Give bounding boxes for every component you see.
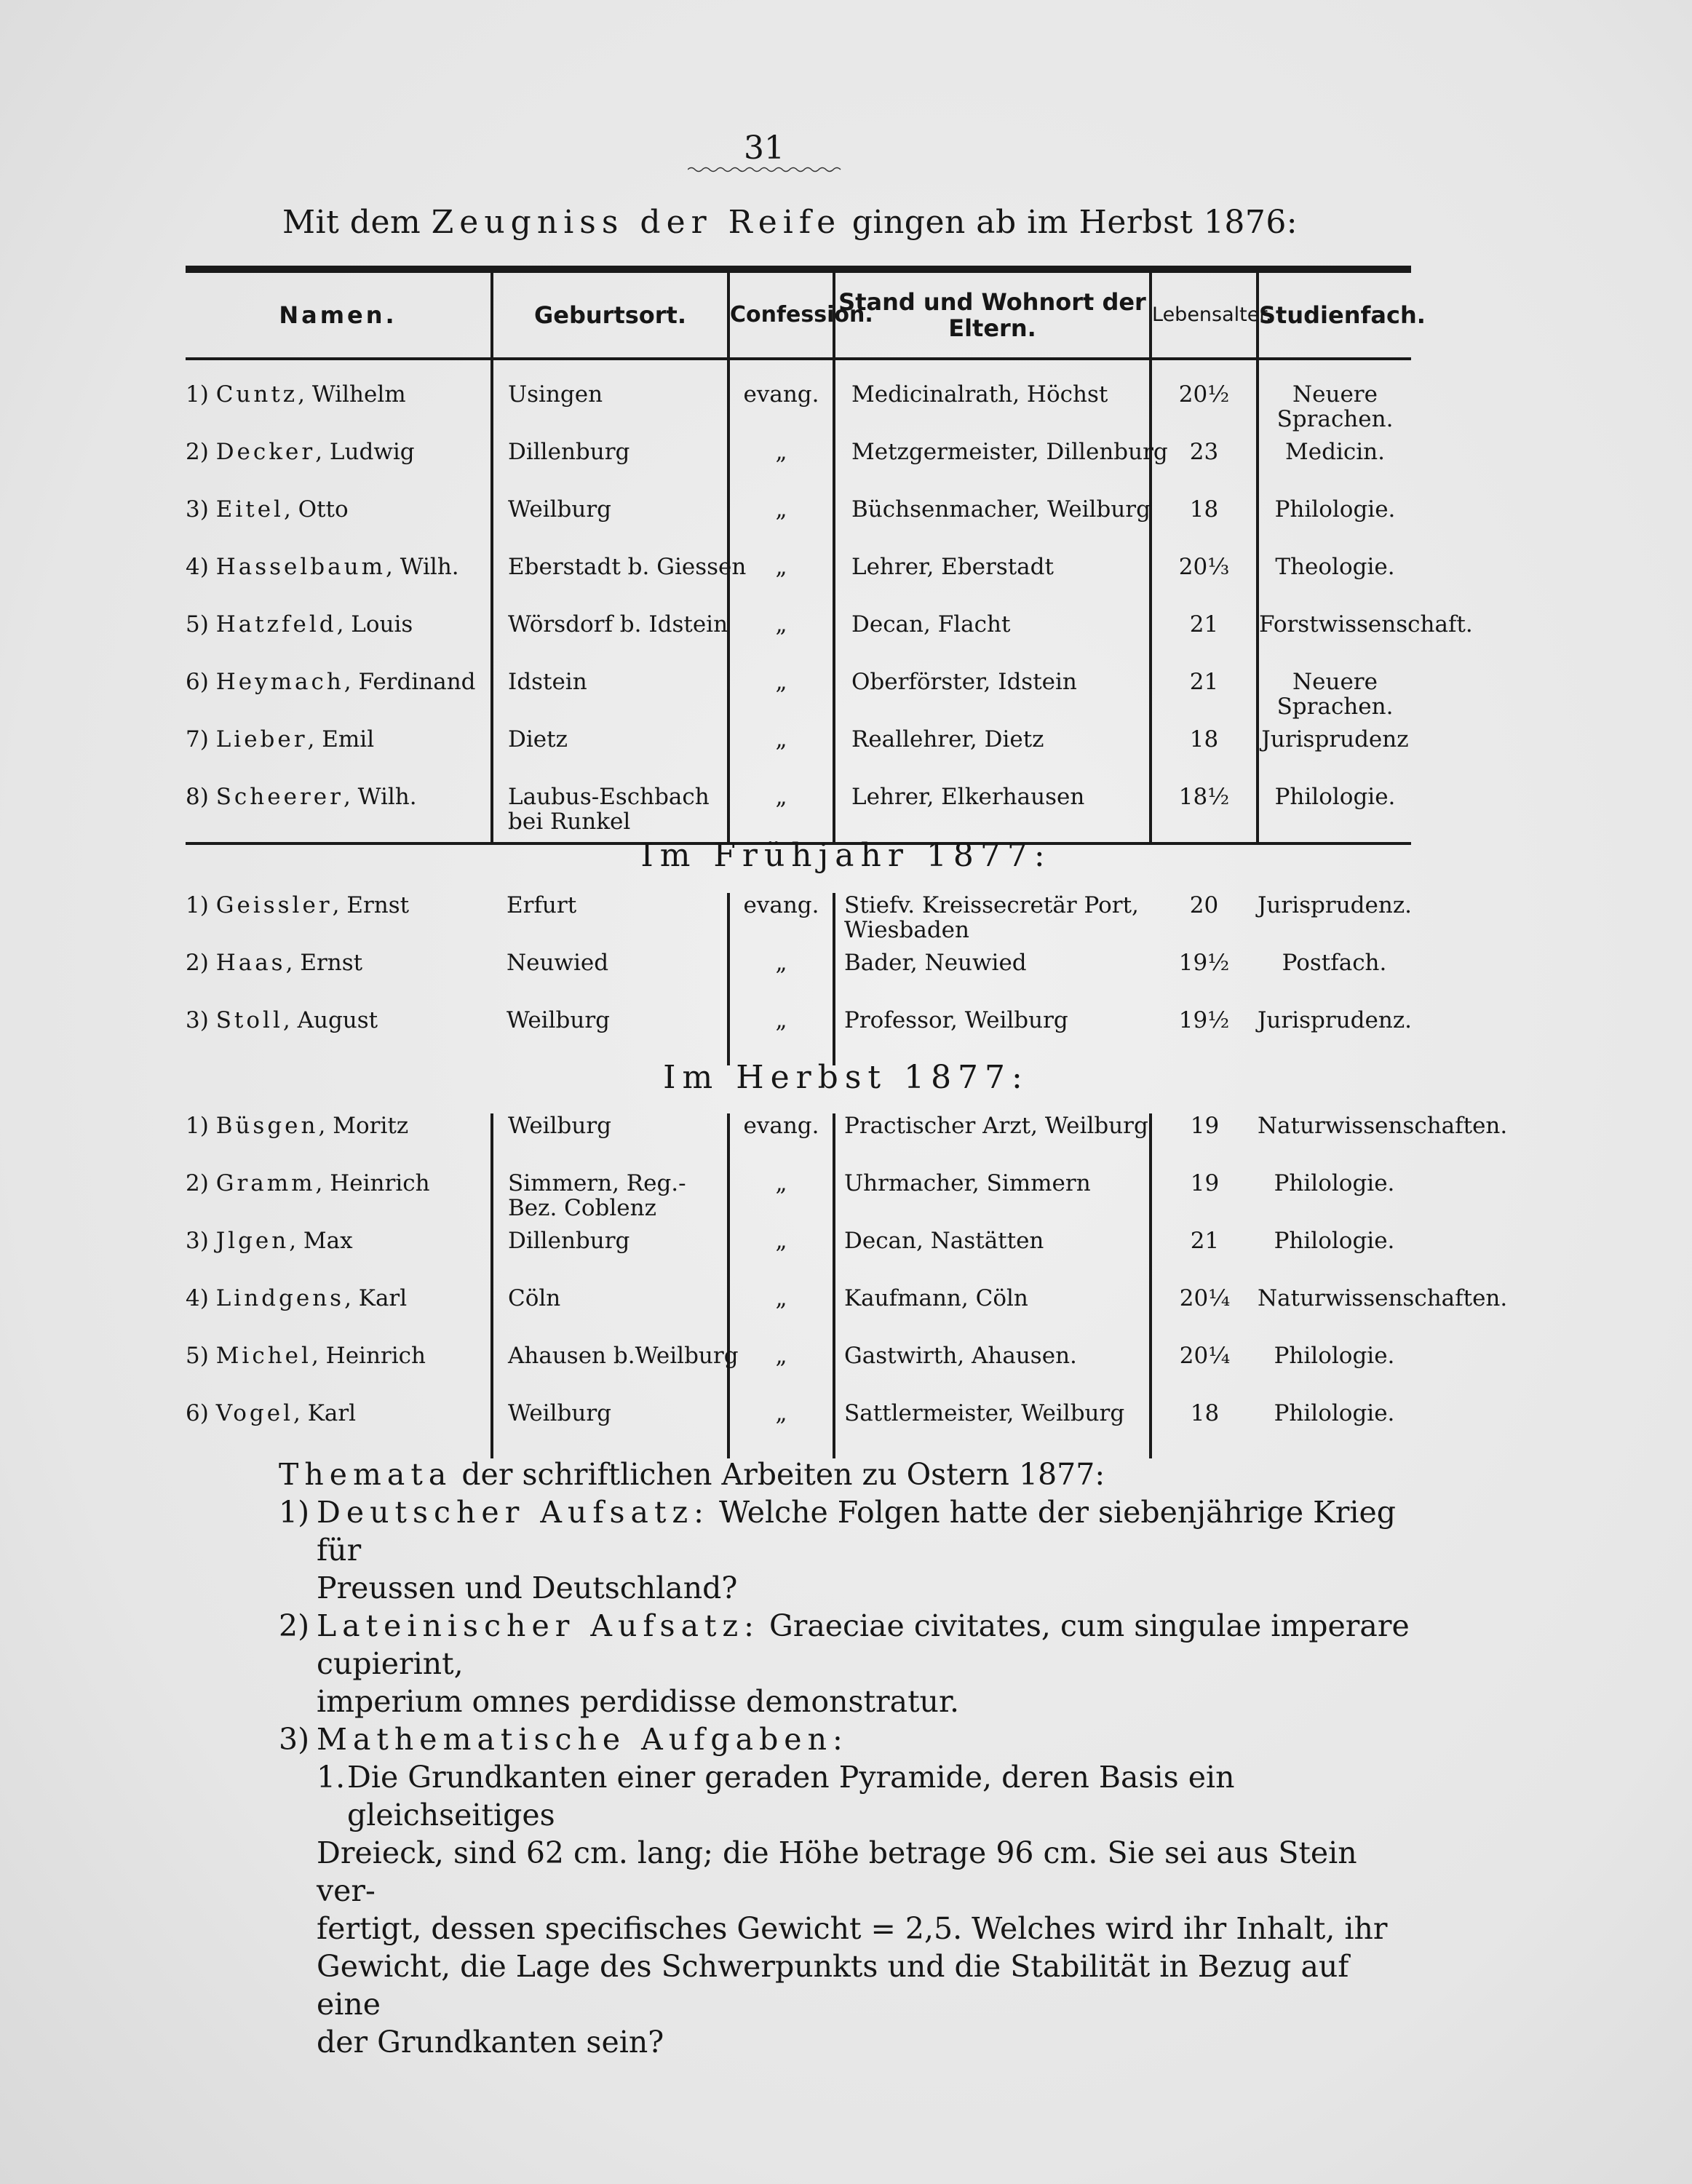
heading-prefix: Mit dem [282, 204, 421, 241]
birthplace: Dillenburg [492, 440, 728, 497]
student-name: 1) Büsgen, Moritz [186, 1113, 409, 1139]
exam-topics-title: Themata der schriftlichen Arbeiten zu Ostern 1877: [279, 1457, 1105, 1492]
birthplace: Wörsdorf b. Idstein [492, 612, 728, 670]
study-subject: Neuere Sprachen. [1258, 670, 1411, 727]
table-row [186, 785, 1411, 843]
table-row [186, 1343, 1411, 1401]
study-subject: Theologie. [1258, 555, 1411, 612]
parents: Lehrer, Elkerhausen [834, 785, 1151, 843]
confession: „ [728, 555, 834, 612]
exam-topic-latin: 2) Lateinischer Aufsatz: Graeciae civitates, cum singulae imperare cupierint, imperium omnes perdidisse demonstratur. [279, 1608, 1410, 1719]
parents: Medicinalrath, Höchst [834, 359, 1151, 440]
table-row [186, 612, 1411, 670]
parents: Practischer Arzt, Weilburg [834, 1113, 1151, 1171]
col-header-confession: Confession. [728, 269, 834, 359]
study-subject: Neuere Sprachen. [1258, 359, 1411, 440]
table-row [186, 359, 1411, 440]
study-subject: Philologie. [1274, 1228, 1395, 1254]
parents: Sattlermeister, Weilburg [834, 1401, 1151, 1458]
confession: „ [728, 1343, 834, 1401]
col-header-parents: Stand und Wohnort der Eltern. [834, 269, 1151, 359]
study-subject: Naturwissenschaften. [1258, 1113, 1508, 1139]
age: 18½ [1151, 785, 1258, 843]
page-number: 31 [744, 130, 785, 167]
parents: Decan, Nastätten [834, 1228, 1151, 1286]
confession: „ [728, 1008, 834, 1065]
col-header-name: Namen. [279, 301, 397, 329]
age: 19 [1151, 1171, 1258, 1228]
age: 20¼ [1151, 1343, 1258, 1401]
age: 21 [1151, 670, 1258, 727]
student-name: 5) Michel, Heinrich [186, 1343, 426, 1369]
study-subject: Naturwissenschaften. [1258, 1285, 1508, 1311]
birthplace: Dietz [492, 727, 728, 785]
graduates-table-herbst-1877 [186, 1113, 1508, 1458]
table-row [186, 1401, 1411, 1458]
table-row [186, 1286, 1411, 1343]
parents: Kaufmann, Cöln [834, 1286, 1151, 1343]
study-subject: Jurisprudenz [1258, 727, 1411, 785]
study-subject: Philologie. [1274, 1343, 1395, 1369]
age: 20⅓ [1151, 555, 1258, 612]
col-header-study: Studienfach. [1258, 269, 1411, 359]
student-name: 1) Geissler, Ernst [186, 892, 410, 918]
age: 19 [1151, 1113, 1258, 1171]
confession: „ [728, 1401, 834, 1458]
study-subject: Postfach. [1282, 950, 1387, 976]
age: 18 [1151, 727, 1258, 785]
student-name: 3) Eitel, Otto [186, 496, 349, 523]
section-heading [282, 204, 1298, 241]
age: 18 [1151, 497, 1258, 555]
age: 20½ [1151, 359, 1258, 440]
table-row [186, 1113, 1411, 1171]
age: 21 [1151, 1228, 1258, 1286]
birthplace: Laubus-Eschbach bei Runkel [492, 785, 728, 843]
table-row [186, 1171, 1411, 1228]
parents: Metzgermeister, Dillenburg [834, 440, 1151, 497]
study-subject: Forstwissenschaft. [1258, 612, 1411, 670]
birthplace: Dillenburg [492, 1228, 728, 1286]
age: 23 [1151, 440, 1258, 497]
confession: „ [728, 1286, 834, 1343]
confession: evang. [728, 1113, 834, 1171]
confession: „ [728, 785, 834, 843]
age: 20 [1189, 892, 1219, 918]
parents: Stiefv. Kreissecretär Port, Wiesbaden [834, 893, 1151, 950]
study-subject: Jurisprudenz. [1258, 892, 1413, 918]
confession: „ [728, 1228, 834, 1286]
student-name: 3) Stoll, August [186, 1007, 378, 1033]
student-name: 2) Gramm, Heinrich [186, 1170, 430, 1196]
birthplace: Weilburg [492, 1113, 728, 1171]
birthplace: Ahausen b.Weilburg [492, 1343, 728, 1401]
parents: Oberförster, Idstein [834, 670, 1151, 727]
table-header-row [186, 269, 1411, 359]
exam-topics-section [279, 1456, 1414, 2061]
age: 19½ [1178, 1007, 1230, 1033]
graduates-table-herbst-1876 [186, 266, 1473, 845]
confession: evang. [728, 893, 834, 950]
confession: „ [728, 727, 834, 785]
student-name: 1) Cuntz, Wilhelm [186, 381, 406, 408]
parents: Reallehrer, Dietz [834, 727, 1151, 785]
student-name: 6) Heymach, Ferdinand [186, 669, 476, 695]
table-row [186, 440, 1411, 497]
birthplace: Neuwied [507, 950, 609, 976]
exam-topic-math: 3) Mathematische Aufgaben: [279, 1722, 849, 1757]
col-header-birthplace: Geburtsort. [492, 269, 728, 359]
parents: Decan, Flacht [834, 612, 1151, 670]
study-subject: Philologie. [1258, 497, 1411, 555]
heading-spaced: Zeugniss der Reife [431, 204, 842, 241]
graduates-table-fruehjahr-1877 [186, 893, 1411, 1065]
table-row [186, 497, 1411, 555]
student-name: 4) Hasselbaum, Wilh. [186, 554, 459, 580]
section-title-herbst-1877: Im Herbst 1877: [663, 1059, 1029, 1096]
confession: „ [728, 612, 834, 670]
table-row [186, 670, 1411, 727]
decorative-wavy-rule [688, 166, 842, 173]
study-subject: Jurisprudenz. [1258, 1007, 1413, 1033]
birthplace: Eberstadt b. Giessen [492, 555, 728, 612]
table-row [186, 727, 1411, 785]
section-title-fruehjahr-1877: Im Frühjahr 1877: [640, 837, 1052, 874]
table-row [186, 950, 1411, 1008]
table-row [186, 1228, 1411, 1286]
birthplace: Cöln [492, 1286, 728, 1343]
study-subject: Medicin. [1258, 440, 1411, 497]
table-row [186, 893, 1411, 950]
confession: „ [728, 497, 834, 555]
student-name: 8) Scheerer, Wilh. [186, 784, 417, 810]
birthplace: Erfurt [507, 892, 577, 918]
col-header-age: Lebensalter. [1151, 269, 1258, 359]
math-task-1: 1. Die Grundkanten einer geraden Pyramide, deren Basis ein gleichseitiges Dreieck, sind 62 cm. lang; die Höhe betrage 96 cm. Sie sei aus Stein ver- fertigt, dessen specifisches Gewicht = 2,5. Welches wird ihr Inhalt, ihr Gewicht, die Lage des Schwerpunkts und die Stabilität in Bezug auf eine der Grundkanten sein? [317, 1760, 1388, 2060]
parents: Uhrmacher, Simmern [834, 1171, 1151, 1228]
student-name: 7) Lieber, Emil [186, 726, 375, 753]
student-name: 2) Decker, Ludwig [186, 439, 415, 465]
birthplace: Simmern, Reg.-Bez. Coblenz [492, 1171, 728, 1228]
table-row [186, 555, 1411, 612]
study-subject: Philologie. [1274, 1400, 1395, 1426]
student-name: 5) Hatzfeld, Louis [186, 611, 413, 638]
parents: Büchsenmacher, Weilburg [834, 497, 1151, 555]
student-name: 4) Lindgens, Karl [186, 1285, 408, 1311]
heading-suffix: gingen ab im Herbst 1876: [851, 204, 1298, 241]
age: 19½ [1178, 950, 1230, 976]
confession: „ [728, 1171, 834, 1228]
student-name: 6) Vogel, Karl [186, 1400, 357, 1426]
birthplace: Usingen [492, 359, 728, 440]
confession: „ [728, 670, 834, 727]
confession: „ [728, 440, 834, 497]
birthplace: Idstein [492, 670, 728, 727]
birthplace: Weilburg [507, 1007, 610, 1033]
exam-topic-german: 1) Deutscher Aufsatz: Welche Folgen hatte der siebenjährige Krieg für Preussen und Deutschland? [279, 1495, 1396, 1605]
table-row [186, 1008, 1411, 1065]
study-subject: Philologie. [1274, 1170, 1395, 1196]
student-name: 2) Haas, Ernst [186, 950, 363, 976]
student-name: 3) Jlgen, Max [186, 1228, 353, 1254]
parents: Bader, Neuwied [834, 950, 1151, 1008]
age: 21 [1151, 612, 1258, 670]
parents: Lehrer, Eberstadt [834, 555, 1151, 612]
parents: Gastwirth, Ahausen. [834, 1343, 1151, 1401]
birthplace: Weilburg [492, 497, 728, 555]
study-subject: Philologie. [1258, 785, 1411, 843]
parents: Professor, Weilburg [834, 1008, 1151, 1065]
birthplace: Weilburg [492, 1401, 728, 1458]
age: 18 [1151, 1401, 1258, 1458]
confession: „ [728, 950, 834, 1008]
age: 20¼ [1151, 1286, 1258, 1343]
confession: evang. [728, 359, 834, 440]
